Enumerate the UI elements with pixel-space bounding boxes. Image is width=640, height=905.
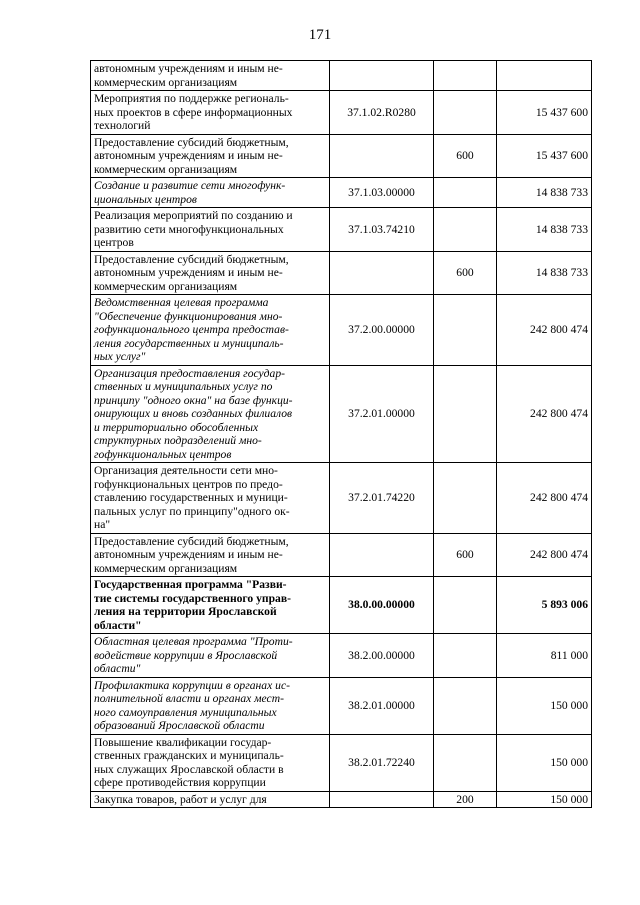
item-name-cell: Предоставление субсидий бюджетным, автономным учреждениям и иным не- коммерческим организациям (91, 134, 330, 178)
budget-code-cell (330, 251, 434, 295)
table-row (91, 533, 592, 577)
expense-type-cell (434, 365, 497, 463)
amount-cell: 242 800 474 (497, 533, 592, 577)
expense-type-cell (434, 577, 497, 634)
table-row (91, 734, 592, 791)
expense-type-cell (434, 295, 497, 366)
expense-type-cell: 600 (434, 533, 497, 577)
amount-cell: 811 000 (497, 634, 592, 678)
budget-code-cell: 37.1.03.74210 (330, 208, 434, 252)
item-name-cell: Закупка товаров, работ и услуг для (91, 791, 330, 808)
budget-code-cell: 37.2.01.00000 (330, 365, 434, 463)
budget-code-cell: 38.0.00.00000 (330, 577, 434, 634)
amount-cell: 14 838 733 (497, 251, 592, 295)
item-name-cell: Создание и развитие сети многофунк- циональных центров (91, 178, 330, 208)
page-number: 171 (308, 27, 332, 43)
budget-code-cell: 37.1.03.00000 (330, 178, 434, 208)
item-name-cell: Областная целевая программа "Проти- водействие коррупции в Ярославской области" (91, 634, 330, 678)
table-row (91, 365, 592, 463)
table-row (91, 61, 592, 91)
expense-type-cell: 600 (434, 251, 497, 295)
expense-type-cell (434, 91, 497, 135)
budget-code-cell (330, 134, 434, 178)
amount-cell: 242 800 474 (497, 463, 592, 534)
item-name-cell: Мероприятия по поддержке региональ- ных проектов в сфере информационных технологий (91, 91, 330, 135)
expense-type-cell (434, 178, 497, 208)
budget-code-cell: 37.2.01.74220 (330, 463, 434, 534)
amount-cell: 242 800 474 (497, 295, 592, 366)
budget-code-cell: 37.1.02.R0280 (330, 91, 434, 135)
amount-cell: 14 838 733 (497, 208, 592, 252)
item-name-cell: Организация предоставления государ- ственных и муниципальных услуг по принципу "одного окна" на базе функци- онирующих и вновь созданных филиалов и территориально обособленных структурных подразделений мно- гофункциональных центров (91, 365, 330, 463)
table-row (91, 178, 592, 208)
amount-cell: 242 800 474 (497, 365, 592, 463)
expense-type-cell: 200 (434, 791, 497, 808)
item-name-cell: Предоставление субсидий бюджетным, автономным учреждениям и иным не- коммерческим организациям (91, 533, 330, 577)
amount-cell: 15 437 600 (497, 134, 592, 178)
item-name-cell: Повышение квалификации государ- ственных гражданских и муниципаль- ных служащих Ярославской области в сфере противодействия коррупции (91, 734, 330, 791)
amount-cell: 150 000 (497, 677, 592, 734)
budget-code-cell: 38.2.00.00000 (330, 634, 434, 678)
item-name-cell: автономным учреждениям и иным не- коммерческим организациям (91, 61, 330, 91)
item-name-cell: Реализация мероприятий по созданию и развитию сети многофункциональных центров (91, 208, 330, 252)
budget-code-cell: 38.2.01.72240 (330, 734, 434, 791)
table-row (91, 295, 592, 366)
budget-code-cell (330, 533, 434, 577)
item-name-cell: Государственная программа "Разви- тие системы государственного управ- ления на территории Ярославской области" (91, 577, 330, 634)
expense-type-cell (434, 734, 497, 791)
item-name-cell: Ведомственная целевая программа "Обеспечение функционирования мно- гофункционального центра предостав- ления государственных и муниципаль- ных услуг" (91, 295, 330, 366)
table-row (91, 134, 592, 178)
table-row (91, 208, 592, 252)
amount-cell (497, 61, 592, 91)
item-name-cell: Организация деятельности сети мно- гофункциональных центров по предо- ставлению государственных и муници- пальных услуг по принципу"одного ок- на" (91, 463, 330, 534)
expense-type-cell (434, 463, 497, 534)
table-row (91, 677, 592, 734)
table-row (91, 91, 592, 135)
table-row (91, 251, 592, 295)
table-row (91, 463, 592, 534)
item-name-cell: Профилактика коррупции в органах ис- полнительной власти и органах мест- ного самоуправления муниципальных образований Ярославской области (91, 677, 330, 734)
amount-cell: 150 000 (497, 734, 592, 791)
budget-code-cell (330, 791, 434, 808)
table-row (91, 791, 592, 808)
expense-type-cell (434, 208, 497, 252)
amount-cell: 15 437 600 (497, 91, 592, 135)
budget-table (90, 60, 592, 808)
budget-code-cell: 38.2.01.00000 (330, 677, 434, 734)
expense-type-cell (434, 634, 497, 678)
amount-cell: 150 000 (497, 791, 592, 808)
budget-code-cell (330, 61, 434, 91)
expense-type-cell: 600 (434, 134, 497, 178)
expense-type-cell (434, 61, 497, 91)
table-row (91, 634, 592, 678)
amount-cell: 5 893 006 (497, 577, 592, 634)
table-row (91, 577, 592, 634)
item-name-cell: Предоставление субсидий бюджетным, автономным учреждениям и иным не- коммерческим организациям (91, 251, 330, 295)
budget-table-body (91, 61, 592, 808)
expense-type-cell (434, 677, 497, 734)
amount-cell: 14 838 733 (497, 178, 592, 208)
budget-code-cell: 37.2.00.00000 (330, 295, 434, 366)
